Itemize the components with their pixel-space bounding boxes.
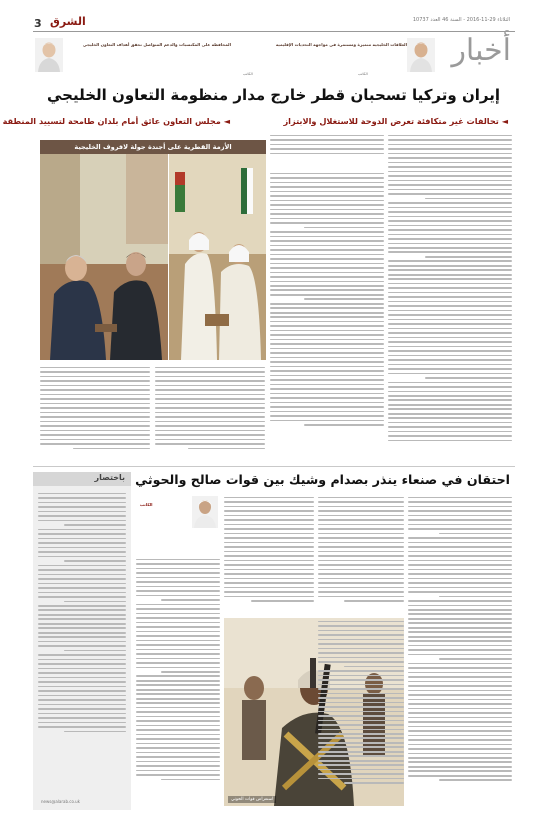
second-column-right [408, 494, 512, 812]
date-line: الثلاثاء 29-11-2016 - السنة 46 العدد 10737 [412, 17, 510, 23]
article-column-left-a [40, 364, 150, 460]
sidebar-footer-email[interactable]: news@alarab.co.uk [41, 799, 80, 804]
second-column-middle [318, 494, 404, 614]
sidebar [33, 472, 131, 810]
meeting-photo-lavrov [40, 154, 168, 360]
subhead-left-text: مجلس التعاون عائق أمام بلدان طامحة لتسييد المنطقة [2, 116, 221, 126]
page-number: 3 [34, 17, 42, 30]
opinion-box [136, 492, 220, 550]
image-banner-text: الأزمة القطرية على أجندة جولة لافروف الخليجية [74, 143, 232, 151]
article-column-right [388, 132, 512, 460]
image-banner [40, 140, 266, 154]
second-column-left [224, 494, 314, 614]
article-column-middle [270, 170, 384, 460]
subhead-bullet-icon: ◄ [220, 116, 230, 126]
article-intro-text [270, 132, 384, 166]
left-quote-text: المحافظة على المكتسبات والدعم المتواصل تحقق أهداف التعاون الخليجي [82, 42, 231, 47]
masthead [0, 0, 550, 34]
second-headline: احتقان في صنعاء ينذر بصدام وشيك بين قوات صالح والحوثي [135, 472, 510, 487]
avatar [35, 38, 63, 72]
left-quote [73, 42, 231, 72]
article-column-left-b [155, 364, 265, 460]
subhead-left [2, 116, 230, 126]
sidebar-text [33, 486, 131, 790]
sidebar-title-bar [33, 472, 131, 486]
section-divider [33, 466, 515, 467]
second-column-far-left [136, 556, 220, 812]
section-label: أخبار [451, 33, 511, 68]
right-caption: الكاتب [358, 72, 368, 76]
masthead-rule [33, 31, 515, 32]
sidebar-title: باختصار [94, 473, 125, 482]
subhead-bullet-icon: ◄ [498, 116, 508, 126]
subhead-right [232, 116, 508, 126]
photo-credit: استعراض قوات الحوثي [228, 796, 276, 803]
top-quotes [33, 34, 515, 82]
avatar [192, 496, 218, 528]
opinion-caption: الكاتب [140, 502, 153, 507]
subhead-right-text: تحالفات غير متكافئة تعرض الدوحة للاستغلال والابتزاز [283, 116, 499, 126]
main-headline: إيران وتركيا تسحبان قطر خارج مدار منظومة التعاون الخليجي [47, 86, 500, 104]
avatar [407, 38, 435, 72]
left-caption: الكاتب [243, 72, 253, 76]
right-quote-text: العلاقات الخليجية متميزة ومستمرة في مواجهة التحديات الإقليمية [275, 42, 407, 47]
second-column-bottom [318, 618, 404, 810]
right-quote [267, 42, 407, 72]
meeting-photo-emir [169, 154, 266, 360]
newspaper-logo: الشرق [50, 15, 86, 28]
